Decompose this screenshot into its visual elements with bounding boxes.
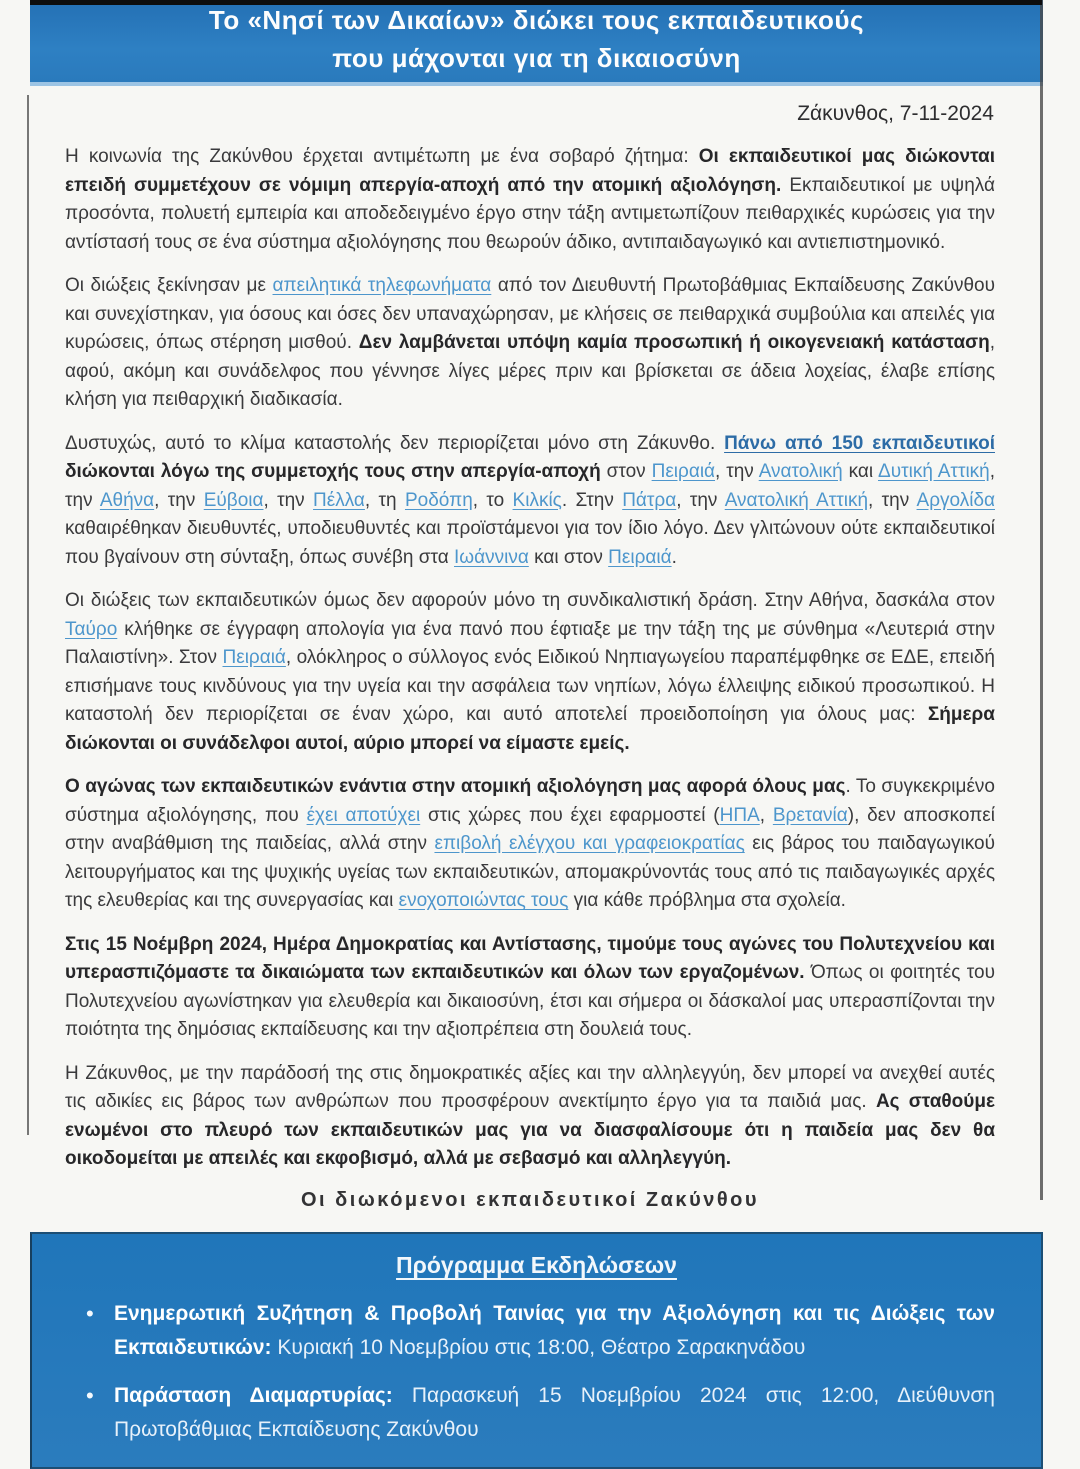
- text-run: Οι διώξεις ξεκίνησαν με: [65, 275, 273, 296]
- paragraph: [65, 272, 995, 415]
- paragraph: [65, 430, 995, 573]
- text-run: για κάθε πρόβλημα στα σχολεία.: [568, 890, 846, 911]
- text-run: . Το συγκεκριμένο σύστημα αξιολόγησης, που: [65, 776, 995, 826]
- inline-link[interactable]: ενοχοποιώντας τους: [398, 890, 569, 911]
- paragraph: [65, 143, 995, 257]
- inline-link[interactable]: Βρετανία: [772, 804, 848, 826]
- inline-link[interactable]: απειλητικά τηλεφωνήματα: [272, 275, 492, 296]
- inline-link[interactable]: Δυτική Αττική: [878, 461, 990, 482]
- text-run: καθαιρέθηκαν διευθυντές, υποδιευθυντές και προϊστάμενοι για τον ίδιο λόγο. Δεν γλιτώνουν ούτε εκπαιδευτικοί που βγαίνουν στη σύνταξη, όπως συνέβη στα: [65, 518, 995, 568]
- inline-link[interactable]: Πάτρα: [622, 489, 677, 511]
- event-item: [78, 1297, 995, 1365]
- text-run: , την: [263, 489, 314, 511]
- text-run: από τον Διευθυντή Πρωτοβάθμιας Εκπαίδευσης Ζακύνθου και συνεχίστηκαν, για όσους και όσες δεν υπαναχώρησαν, με κλήσεις σε πειθαρχικά συμβούλια και απειλές για κυρώσεις, όπως στέρηση μισθού.: [65, 275, 995, 353]
- inline-link[interactable]: Ανατολική Αττική: [724, 489, 869, 511]
- inline-link[interactable]: Αργολίδα: [916, 489, 995, 511]
- inline-link[interactable]: Πάνω από 150 εκπαιδευτικοί: [724, 432, 995, 454]
- text-run: Εκπαιδευτικοί με υψηλά προσόντα, πολυετή εμπειρία και αποδεδειγμένο έργο στην τάξη αντιμετωπίζουν πειθαρχικές κυρώσεις για την αντίστασή τους σε ένα σύστημα αξιολόγησης που θεωρούν άδικο, αντιπαιδαγωγικό και αντιεπιστημονικό.: [65, 174, 995, 253]
- text-run: Όπως οι φοιτητές του Πολυτεχνείου αγωνίστηκαν για ελευθερία και δικαιοσύνη, έτσι και σήμερα οι δάσκαλοί μας υπερασπίζονται την ποιότητα της δημόσιας εκπαίδευσης και την αξιοπρέπεια στη δουλειά τους.: [65, 962, 995, 1040]
- text-run: Κυριακή 10 Νοεμβρίου στις 18:00, Θέατρο Σαρακηνάδου: [271, 1335, 806, 1359]
- text-run: εις βάρος του παιδαγωγικού λειτουργήματος και της ψυχικής υγείας των εκπαιδευτικών, απομακρύνοντάς τους από τις παιδαγωγικές αρχές της ελευθερίας και της συνεργασίας και: [65, 833, 995, 911]
- text-run: Δυστυχώς, αυτό το κλίμα καταστολής δεν περιορίζεται μόνο στη Ζάκυνθο.: [65, 432, 725, 454]
- document-title-line2: που μάχονται για τη δικαιοσύνη: [332, 43, 741, 73]
- text-run: ), δεν αποσκοπεί στην αναβάθμιση της παιδείας, αλλά στην: [65, 804, 995, 854]
- paragraph: [65, 1060, 995, 1174]
- paragraph: [65, 773, 995, 916]
- text-run: , την: [65, 461, 996, 511]
- inline-link[interactable]: ΗΠΑ: [719, 804, 760, 826]
- text-run: Σήμερα διώκονται οι συνάδελφοι αυτοί, αύριο μπορεί να είμαστε εμείς.: [65, 704, 995, 754]
- inline-link[interactable]: Πειραιά: [222, 647, 286, 668]
- signature-line: Οι διωκόμενοι εκπαιδευτικοί Ζακύνθου: [300, 1188, 760, 1211]
- document-title-line1: Το «Νησί των Δικαίων» διώκει τους εκπαιδευτικούς: [208, 5, 865, 35]
- inline-link[interactable]: Πέλλα: [313, 489, 365, 511]
- text-run: Παρασκευή 15 Νοεμβρίου 2024 στις 12:00, Διεύθυνση Πρωτοβάθμιας Εκπαίδευσης Ζακύνθου: [114, 1383, 995, 1441]
- text-run: , την: [868, 489, 917, 511]
- event-item: [78, 1379, 995, 1447]
- text-run: Οι εκπαιδευτικοί μας διώκονται επειδή συμμετέχουν σε νόμιμη απεργία-αποχή από την ατομική αξιολόγηση.: [65, 146, 995, 196]
- text-run: , αφού, ακόμη και συνάδελφος που γέννησε λίγες μέρες πριν και βρίσκεται σε άδεια λοχείας, έλαβε επίσης κλήση για πειθαρχική διαδικασία.: [65, 332, 996, 410]
- text-run: , ολόκληρος ο σύλλογος ενός Ειδικού Νηπιαγωγείου παραπέμφθηκε σε ΕΔΕ, επειδή επισήμανε τους κινδύνους για την υγεία και την ασφάλεια των νηπίων, λόγω έλλειψης ειδικού προσωπικού. Η καταστολή δεν περιορίζεται σε έναν χώρο, και αυτό αποτελεί προειδοποίηση για όλους μας:: [65, 647, 995, 725]
- text-run: και: [842, 461, 879, 482]
- text-run: ,: [759, 804, 773, 826]
- paragraph: [65, 587, 995, 758]
- text-run: και στον: [528, 546, 609, 568]
- text-run: . Στην: [561, 489, 623, 511]
- text-run: , την: [676, 489, 725, 511]
- scan-edge-left: [27, 95, 29, 1135]
- text-run: Δεν λαμβάνεται υπόψη καμία προσωπική ή οικογενειακή κατάσταση: [358, 332, 990, 353]
- text-run: Παράσταση Διαμαρτυρίας:: [114, 1383, 393, 1407]
- text-run: Ενημερωτική Συζήτηση & Προβολή Ταινίας για την Αξιολόγηση και τις Διώξεις των Εκπαιδευτικών:: [114, 1301, 995, 1359]
- inline-link[interactable]: Εύβοια: [203, 489, 264, 511]
- inline-link[interactable]: επιβολή ελέγχου και γραφειοκρατίας: [434, 833, 745, 854]
- inline-link[interactable]: Ταύρο: [65, 618, 118, 640]
- events-list: [78, 1297, 995, 1447]
- inline-link[interactable]: Ιωάννινα: [454, 546, 529, 568]
- inline-link[interactable]: Ανατολική: [758, 461, 843, 482]
- events-box-title: Πρόγραμμα Εκδηλώσεων: [396, 1251, 677, 1278]
- text-run: στις χώρες που έχει εφαρμοστεί (: [420, 804, 720, 826]
- text-run: , το: [472, 489, 513, 511]
- text-run: Στις 15 Νοέμβρη 2024, Ημέρα Δημοκρατίας και Αντίστασης, τιμούμε τους αγώνες του Πολυτεχνείου και υπερασπιζόμαστε τα δικαιώματα των εκπαιδευτικών και όλων των εργαζομένων.: [65, 933, 995, 983]
- paragraph: [65, 931, 995, 1045]
- text-run: Ο αγώνας των εκπαιδευτικών ενάντια στην ατομική αξιολόγηση μας αφορά όλους μας: [65, 776, 846, 797]
- text-run: Ας σταθούμε ενωμένοι στο πλευρό των εκπαιδευτικών μας για να διασφαλίσουμε ότι η παιδεία μας δεν θα οικοδομείται με απειλές και εκφοβισμό, αλλά με σεβασμό και αλληλεγγύη.: [65, 1091, 995, 1169]
- inline-link[interactable]: Ροδόπη: [404, 489, 473, 511]
- inline-link[interactable]: Πειραιά: [651, 461, 716, 482]
- text-run: Η κοινωνία της Ζακύνθου έρχεται αντιμέτωπη με ένα σοβαρό ζήτημα:: [65, 146, 699, 167]
- inline-link[interactable]: έχει αποτύχει: [306, 804, 421, 826]
- scan-edge-top: [30, 0, 1042, 5]
- text-run: .: [671, 546, 677, 568]
- document-title-banner: [30, 0, 1043, 86]
- text-run: , την: [154, 489, 204, 511]
- text-run: στον: [600, 461, 652, 482]
- text-run: διώκονται λόγω της συμμετοχής τους στην απεργία-αποχή: [65, 461, 601, 482]
- inline-link[interactable]: Αθήνα: [99, 489, 155, 511]
- text-run: Η Ζάκυνθος, με την παράδοσή της στις δημοκρατικές αξίες και την αλληλεγγύη, δεν μπορεί να ανεχθεί αυτές τις αδικίες εις βάρος των ανθρώπων που προσφέρουν ανεκτίμητο έργο για τα παιδιά μας.: [65, 1062, 995, 1112]
- events-box: [30, 1232, 1043, 1469]
- document-body: [0, 126, 1080, 1174]
- text-run: , την: [715, 461, 759, 482]
- scan-edge-right: [1040, 0, 1043, 1200]
- text-run: , τη: [364, 489, 405, 511]
- date-line: Ζάκυνθος, 7-11-2024: [797, 102, 994, 125]
- inline-link[interactable]: Κιλκίς: [512, 489, 562, 511]
- inline-link[interactable]: Πειραιά: [608, 546, 672, 568]
- text-run: κλήθηκε σε έγγραφη απολογία για ένα πανό που έφτιαξε με την τάξη της με σύνθημα «Λευτεριά στην Παλαιστίνη». Στον: [65, 618, 995, 668]
- text-run: Οι διώξεις των εκπαιδευτικών όμως δεν αφορούν μόνο τη συνδικαλιστική δράση. Στην Αθήνα, δασκάλα στον: [65, 590, 995, 611]
